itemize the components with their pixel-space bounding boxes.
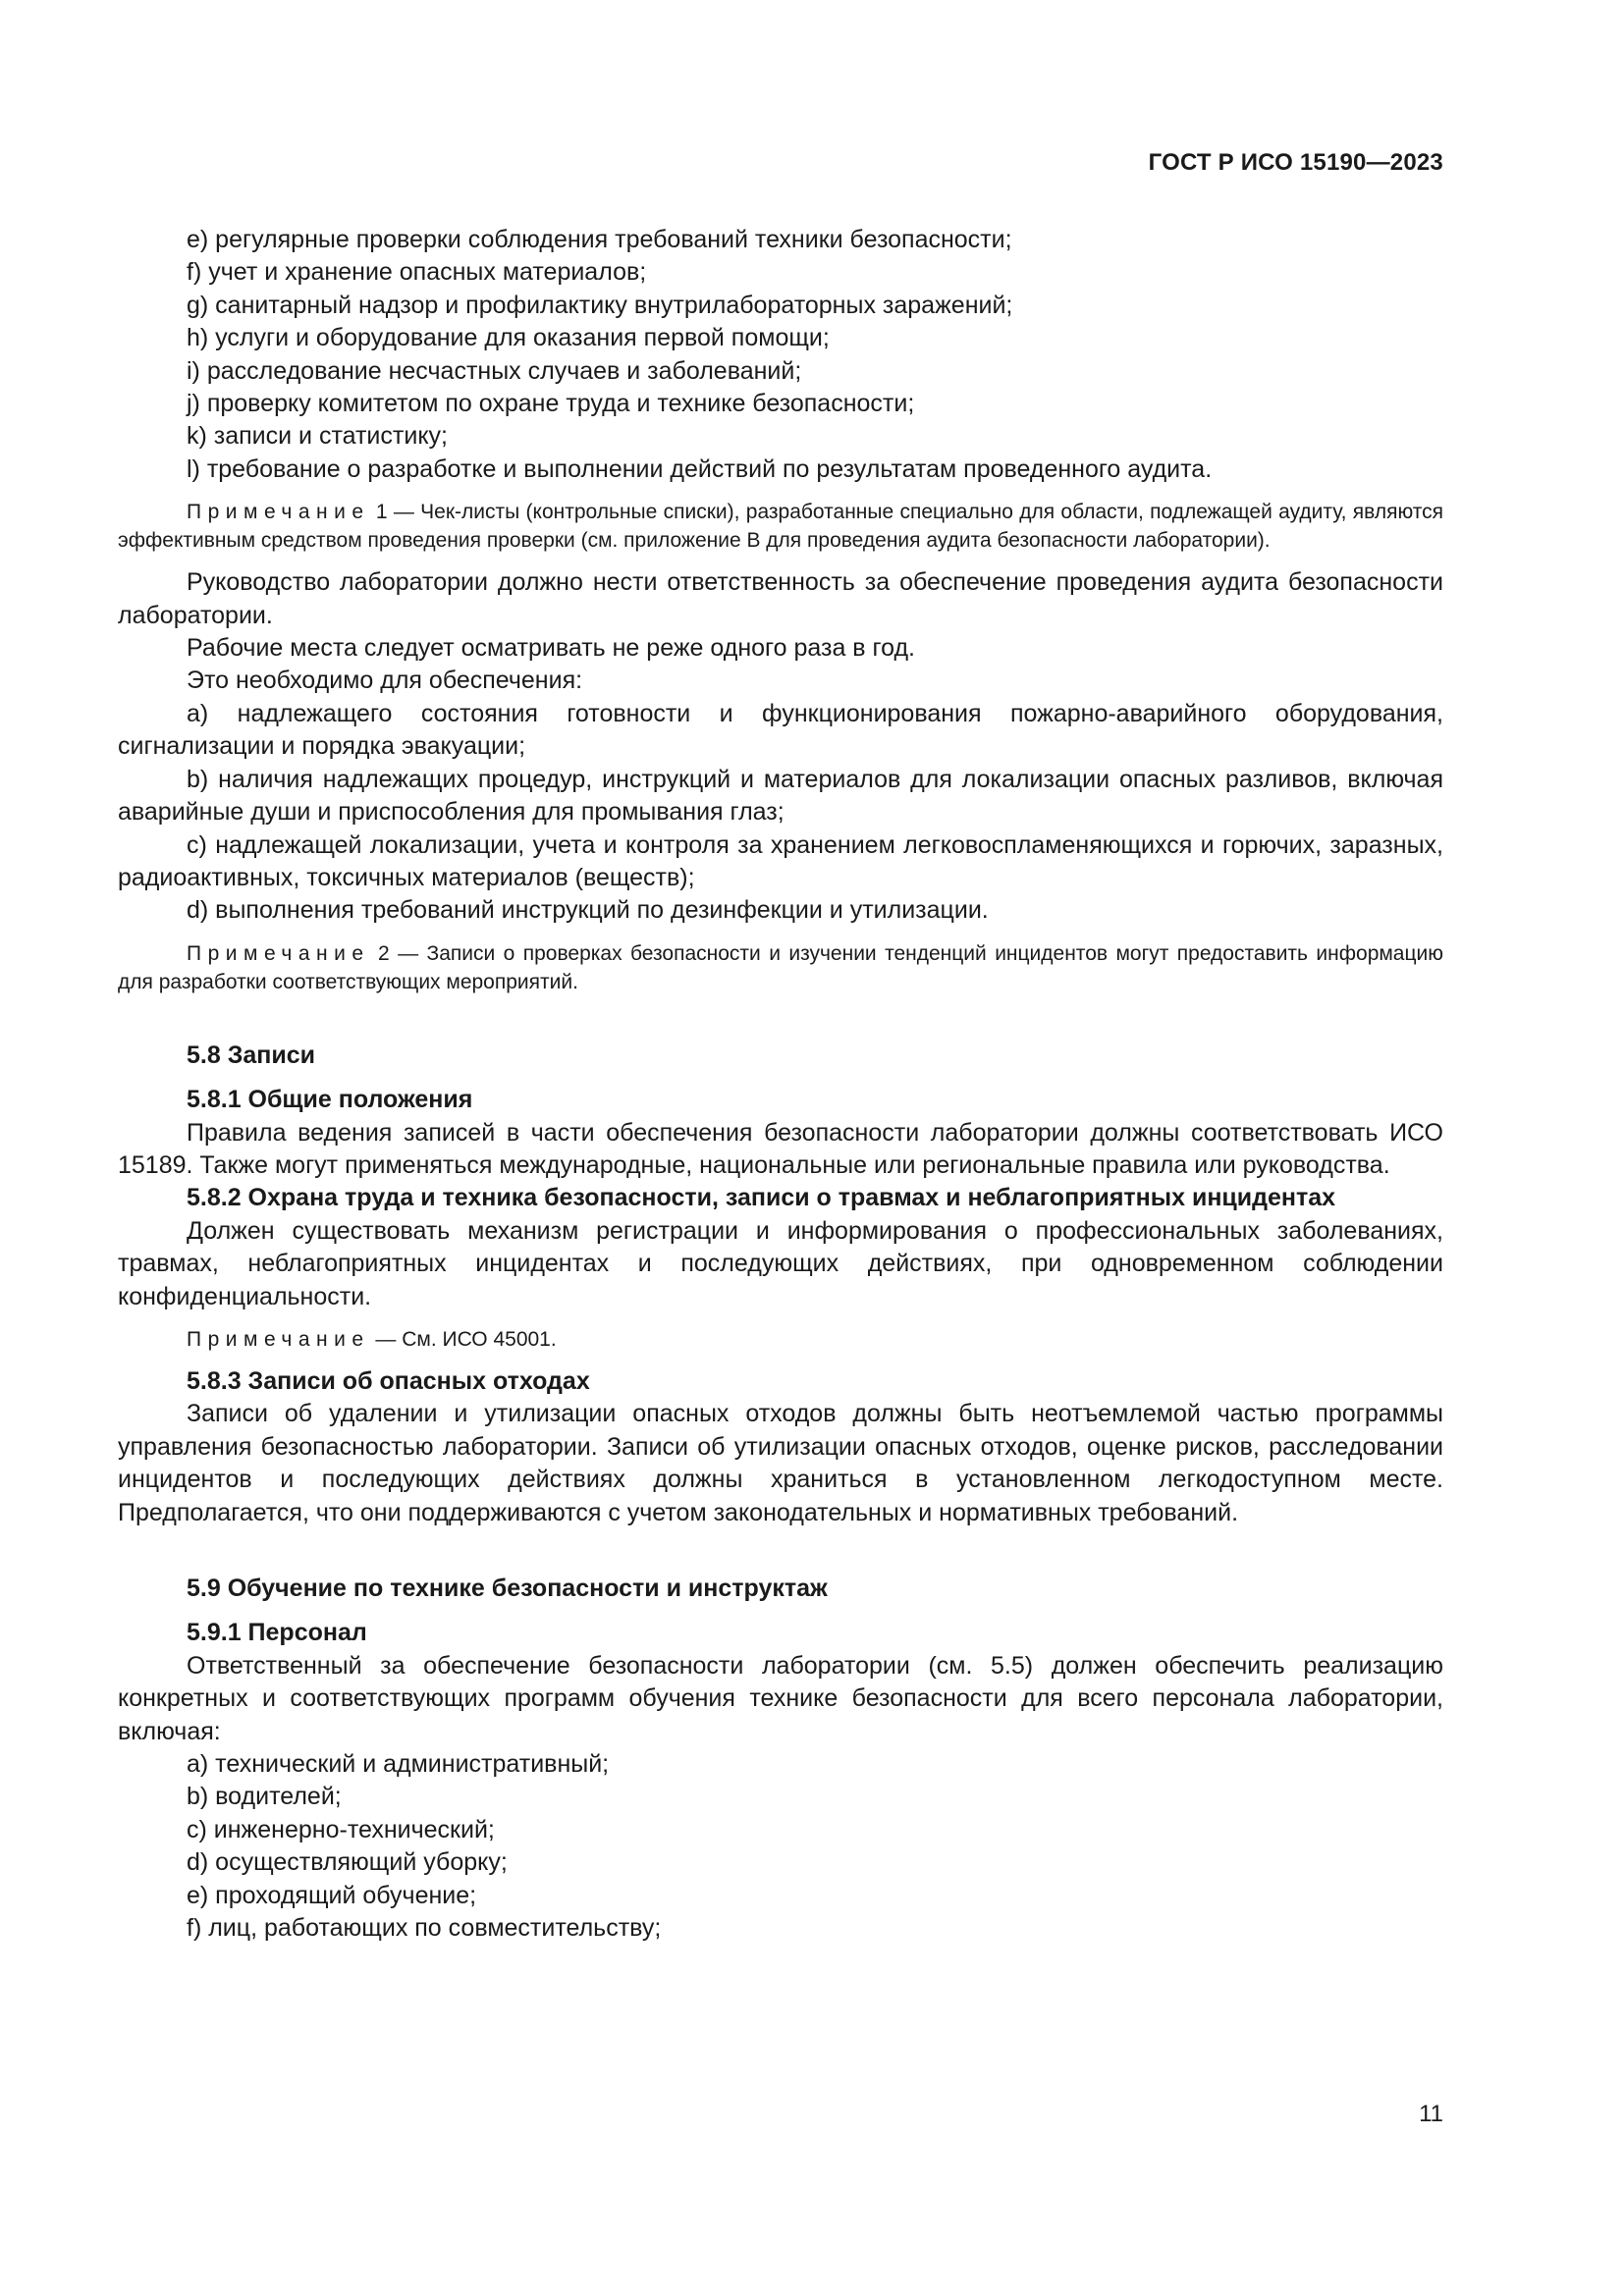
paragraph: Ответственный за обеспечение безопасности лаборатории (см. 5.5) должен обеспечить реализацию конкретных и соответствующих программ обучения технике безопасности для всего персонала лаборатории, включая: (118, 1651, 1443, 1745)
subsection-heading-5-8-2: 5.8.2 Охрана труда и техника безопасности, записи о травмах и неблагоприятных инцидентах (187, 1184, 1336, 1212)
list-item: k) записи и статистику; (187, 422, 448, 451)
section-heading-5-9: 5.9 Обучение по технике безопасности и инструктаж (187, 1575, 828, 1602)
subsection-heading-5-9-1: 5.9.1 Персонал (187, 1619, 367, 1647)
list-item: g) санитарный надзор и профилактику внутрилабораторных заражений; (187, 291, 1013, 319)
paragraph: Записи об удалении и утилизации опасных отходов должны быть неотъемлемой частью программы управления безопасностью лаборатории. Записи об утилизации опасных отходов, оценке рисков, расследовании инцидентов и последующих действиях должны храниться в установленном легкодоступном месте. Предполагается, что они поддерживаются с учетом законодательных и нормативных требований. (118, 1400, 1443, 1526)
list-item: c) надлежащей локализации, учета и контроля за хранением легковоспламеняющихся и горючих, заразных, радиоактивных, токсичных материалов (веществ); (118, 830, 1443, 891)
list-item: i) расследование несчастных случаев и заболеваний; (187, 356, 802, 385)
note-text: 2 — Записи о проверках безопасности и изучении тенденций инцидентов могут предоставить информацию для разработки соответствующих мероприятий. (118, 941, 1443, 993)
list-item: f) лиц, работающих по совместительству; (187, 1914, 662, 1943)
list-item: a) технический и административный; (187, 1750, 610, 1779)
note-5-8-2 (118, 1325, 1443, 1354)
list-item: c) инженерно-технический; (187, 1815, 495, 1843)
inspection-items-list (118, 698, 1443, 928)
personnel-list (118, 1748, 1443, 1945)
list-item: d) осуществляющий уборку; (187, 1848, 508, 1877)
subsection-heading-5-8-1: 5.8.1 Общие положения (187, 1086, 473, 1114)
paragraph: Должен существовать механизм регистрации и информирования о профессиональных заболеваниях, травмах, неблагоприятных инцидентах и последующих действиях, при одновременном соблюдении конфиденциальности. (118, 1216, 1443, 1310)
note-text: — См. ИСО 45001. (369, 1327, 557, 1351)
list-item: b) водителей; (187, 1783, 342, 1811)
list-item: e) регулярные проверки соблюдения требований техники безопасности; (187, 226, 1012, 253)
paragraph: Рабочие места следует осматривать не реже одного раза в год. (187, 634, 915, 663)
list-item: l) требование о разработке и выполнении действий по результатам проведенного аудита. (187, 454, 1213, 483)
list-item: d) выполнения требований инструкций по дезинфекции и утилизации. (187, 896, 989, 925)
list-item: e) проходящий обучение; (187, 1881, 477, 1909)
document-body (118, 224, 1443, 1945)
subsection-heading-5-8-3: 5.8.3 Записи об опасных отходах (187, 1366, 590, 1395)
note-1 (118, 498, 1443, 555)
note-label: Примечание (187, 941, 370, 965)
note-label: Примечание (187, 501, 370, 524)
paragraph: Руководство лаборатории должно нести ответственность за обеспечение проведения аудита безопасности лаборатории. (118, 568, 1443, 629)
list-item: b) наличия надлежащих процедур, инструкций и материалов для локализации опасных разливов, включая аварийные души и приспособления для промывания глаз; (118, 765, 1443, 827)
audit-items-list (118, 224, 1443, 486)
note-2 (118, 939, 1443, 996)
list-item: j) проверку комитетом по охране труда и технике безопасности; (187, 390, 915, 418)
paragraph: Правила ведения записей в части обеспечения безопасности лаборатории должны соответствовать ИСО 15189. Также могут применяться международные, национальные или региональные правила или руководства. (118, 1118, 1443, 1179)
document-header: ГОСТ Р ИСО 15190—2023 (1148, 149, 1443, 176)
note-label: Примечание (187, 1327, 370, 1351)
note-text: 1 — Чек-листы (контрольные списки), разработанные специально для области, подлежащей аудиту, являются эффективным средством проведения проверки (см. приложение В для проведения аудита безопасности лаборатории). (118, 501, 1443, 553)
section-heading-5-8: 5.8 Записи (187, 1041, 316, 1069)
list-item: f) учет и хранение опасных материалов; (187, 258, 647, 287)
list-item: a) надлежащего состояния готовности и функционирования пожарно-аварийного оборудования, сигнализации и порядка эвакуации; (118, 699, 1443, 761)
list-item: h) услуги и оборудование для оказания первой помощи; (187, 324, 830, 352)
paragraph: Это необходимо для обеспечения: (187, 667, 583, 695)
page-number: 11 (1419, 2101, 1443, 2127)
